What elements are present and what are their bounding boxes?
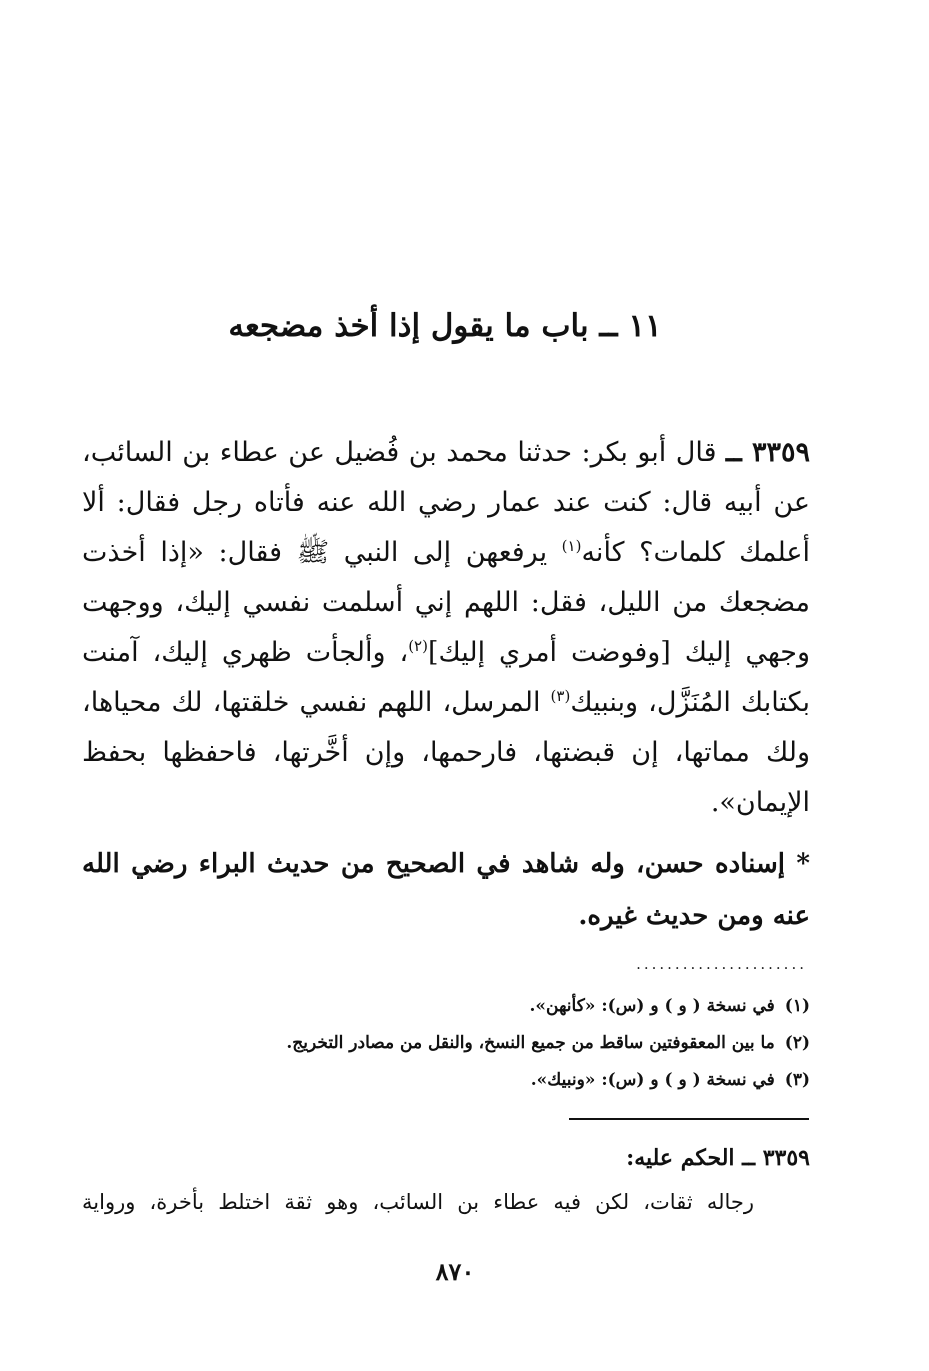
hadith-text: [82, 428, 810, 828]
footnote: [120, 1062, 810, 1099]
footnote: [120, 1025, 810, 1062]
grading-note: [82, 838, 810, 942]
hadith-text-part-4: المرسل، اللهم نفسي خلقتها، لك محياها، ولك مماتها، إن قبضتها، فارحمها، وإن أخَّرتها، فاحفظها بحفظ الإيمان».: [82, 687, 810, 818]
footnote: [120, 988, 810, 1025]
ruling-text: رجاله ثقات، لكن فيه عطاء بن السائب، وهو ثقة اختلط بأخرة، ورواية: [82, 1190, 754, 1214]
footnote-label: (١): [784, 996, 810, 1016]
page-number: ٨٧٠: [435, 1257, 475, 1286]
footnote-text: في نسخة ( و ) و (س): «كأنهن».: [529, 996, 775, 1016]
footnote-ref-1: (١): [561, 537, 582, 555]
hadith-text-part-2: يرفعهن إلى النبي ﷺ فقال: «إذا أخذت مضجعك من الليل، فقل: اللهم إني أسلمت نفسي إليك، ووجهت وجهي إليك [وفوضت أمري إليك]: [82, 537, 810, 668]
footnotes: [120, 988, 810, 1099]
grading-text: * إسناده حسن، وله شاهد في الصحيح من حديث البراء رضي الله عنه ومن حديث غيره.: [82, 849, 810, 931]
footnote-text: ما بين المعقوفتين ساقط من جميع النسخ، والنقل من مصادر التخريج.: [286, 1033, 775, 1053]
section-divider: [569, 1118, 809, 1120]
hadith-text-part-1: قال أبو بكر: حدثنا محمد بن فُضيل عن عطاء بن السائب، عن أبيه قال: كنت عند عمار رضي الله عنه فأتاه رجل فقال: ألا أعلمك كلمات؟ كأنه: [82, 437, 810, 568]
footnote-label: (٣): [784, 1070, 810, 1090]
footnote-text: في نسخة ( و ) و (س): «ونبيك».: [530, 1070, 775, 1090]
footnote-ref-2: (٢): [408, 637, 428, 655]
hadith-text-part-3: ، وألجأت ظهري إليك، آمنت بكتابك المُنَزَّل، وبنبيك: [82, 637, 811, 718]
footnote-separator: ......................: [636, 955, 807, 973]
footnote-ref-3: (٣): [550, 687, 571, 705]
ruling-heading: ٣٣٥٩ ــ الحكم عليه:: [626, 1145, 810, 1171]
hadith-number: ٣٣٥٩ ــ: [725, 437, 810, 468]
footnote-label: (٢): [784, 1033, 810, 1053]
chapter-title: ١١ ــ باب ما يقول إذا أخذ مضجعه: [228, 308, 662, 344]
